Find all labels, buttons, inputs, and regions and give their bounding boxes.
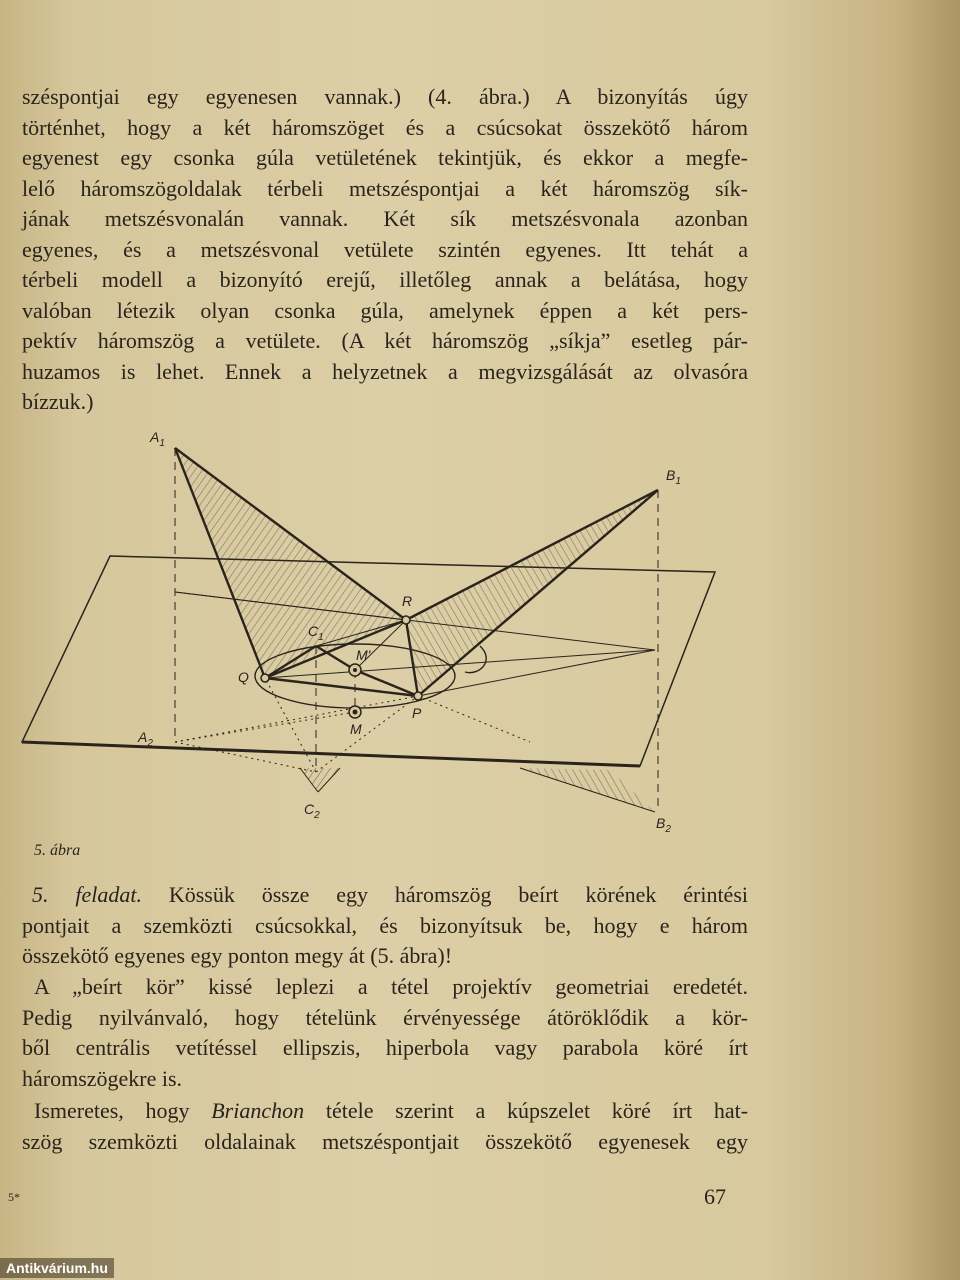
text-line: széspontjai egy egyenesen vannak.) (4. ábra.) A bizonyítás úgy <box>22 84 748 109</box>
label-m: M <box>350 721 362 737</box>
label-q: Q <box>238 669 249 685</box>
paragraph-brianchon <box>22 1096 748 1157</box>
text-line: szög szemközti oldalainak metszéspontjait összekötő egyenesek egy <box>22 1128 748 1154</box>
text-line: huzamos is lehet. Ennek a helyzetnek a megvizsgálását az olvasóra <box>22 358 748 384</box>
text-line: A „beírt kör” kissé leplezi a tétel projektív geometriai eredetét. <box>34 974 748 999</box>
paragraph-proof <box>22 82 748 418</box>
text-line: térbeli modell a bizonyító erejű, illetőleg annak a belátása, hogy <box>22 267 748 292</box>
brianchon-name: Brianchon <box>211 1098 305 1123</box>
text-line: háromszögekre is. <box>22 1065 183 1091</box>
label-m-prime: M' <box>356 647 371 663</box>
text-line: jának metszésvonalán vannak. Két sík metszésvonala azonban <box>22 206 748 231</box>
text-line: Ismeretes, hogy Brianchon tétele szerint a kúpszelet köré írt hat- <box>34 1098 749 1123</box>
task-title: 5. feladat. <box>32 882 142 907</box>
task-5 <box>22 880 748 972</box>
label-b1: $B_1$ <box>666 467 681 487</box>
label-b2: $B_2$ <box>656 815 671 835</box>
paragraph-projective <box>22 972 748 1094</box>
label-r: R <box>402 593 413 609</box>
text-line: 5. feladat. Kössük össze egy háromszög beírt körének érintési <box>32 882 748 907</box>
text-line: valóban létezik olyan csonka gúla, amelynek éppen a két pers- <box>22 297 748 323</box>
text-line: egyenes, és a metszésvonal vetülete szintén egyenes. Itt tehát a <box>22 236 748 262</box>
hatched-face-c2 <box>300 768 340 792</box>
label-a2: $A_2$ <box>138 729 153 749</box>
text-line: Pedig nyilvánvaló, hogy tételünk érvényessége átöröklődik a kör- <box>22 1004 748 1030</box>
text-line: összekötő egyenes egy ponton megy át (5. ábra)! <box>22 943 453 968</box>
text-line: bízzuk.) <box>22 389 94 414</box>
text-line: egyenest egy csonka gúla vetületének tekintjük, és ekkor a megfe- <box>22 145 748 170</box>
page-number: 67 <box>704 1184 726 1209</box>
plane-front-edge <box>22 742 640 766</box>
label-c2: $C_2$ <box>304 801 320 821</box>
label-a1: $A_1$ <box>150 429 165 449</box>
text-line: történhet, hogy a két háromszöget és a csúcsokat összekötő három <box>22 114 748 140</box>
watermark: Antikvárium.hu <box>0 1258 114 1278</box>
label-c1: $C_1$ <box>308 623 324 643</box>
signature-mark: 5* <box>8 1190 20 1204</box>
text-line: pektív háromszög a vetülete. (A két háromszög „síkja” esetleg pár- <box>22 328 748 353</box>
label-p: P <box>412 705 422 721</box>
text-line: ből centrális vetítéssel ellipszis, hiperbola vagy parabola köré írt <box>22 1035 748 1060</box>
figure-5-perspective-diagram <box>10 420 750 840</box>
text-line: pontjait a szemközti csúcsokkal, és bizonyítsuk be, hogy e három <box>22 912 748 938</box>
figure-caption: 5. ábra <box>34 842 81 859</box>
text-line: lelő háromszögoldalak térbeli metszéspontjai a két háromszög sík- <box>22 175 748 201</box>
